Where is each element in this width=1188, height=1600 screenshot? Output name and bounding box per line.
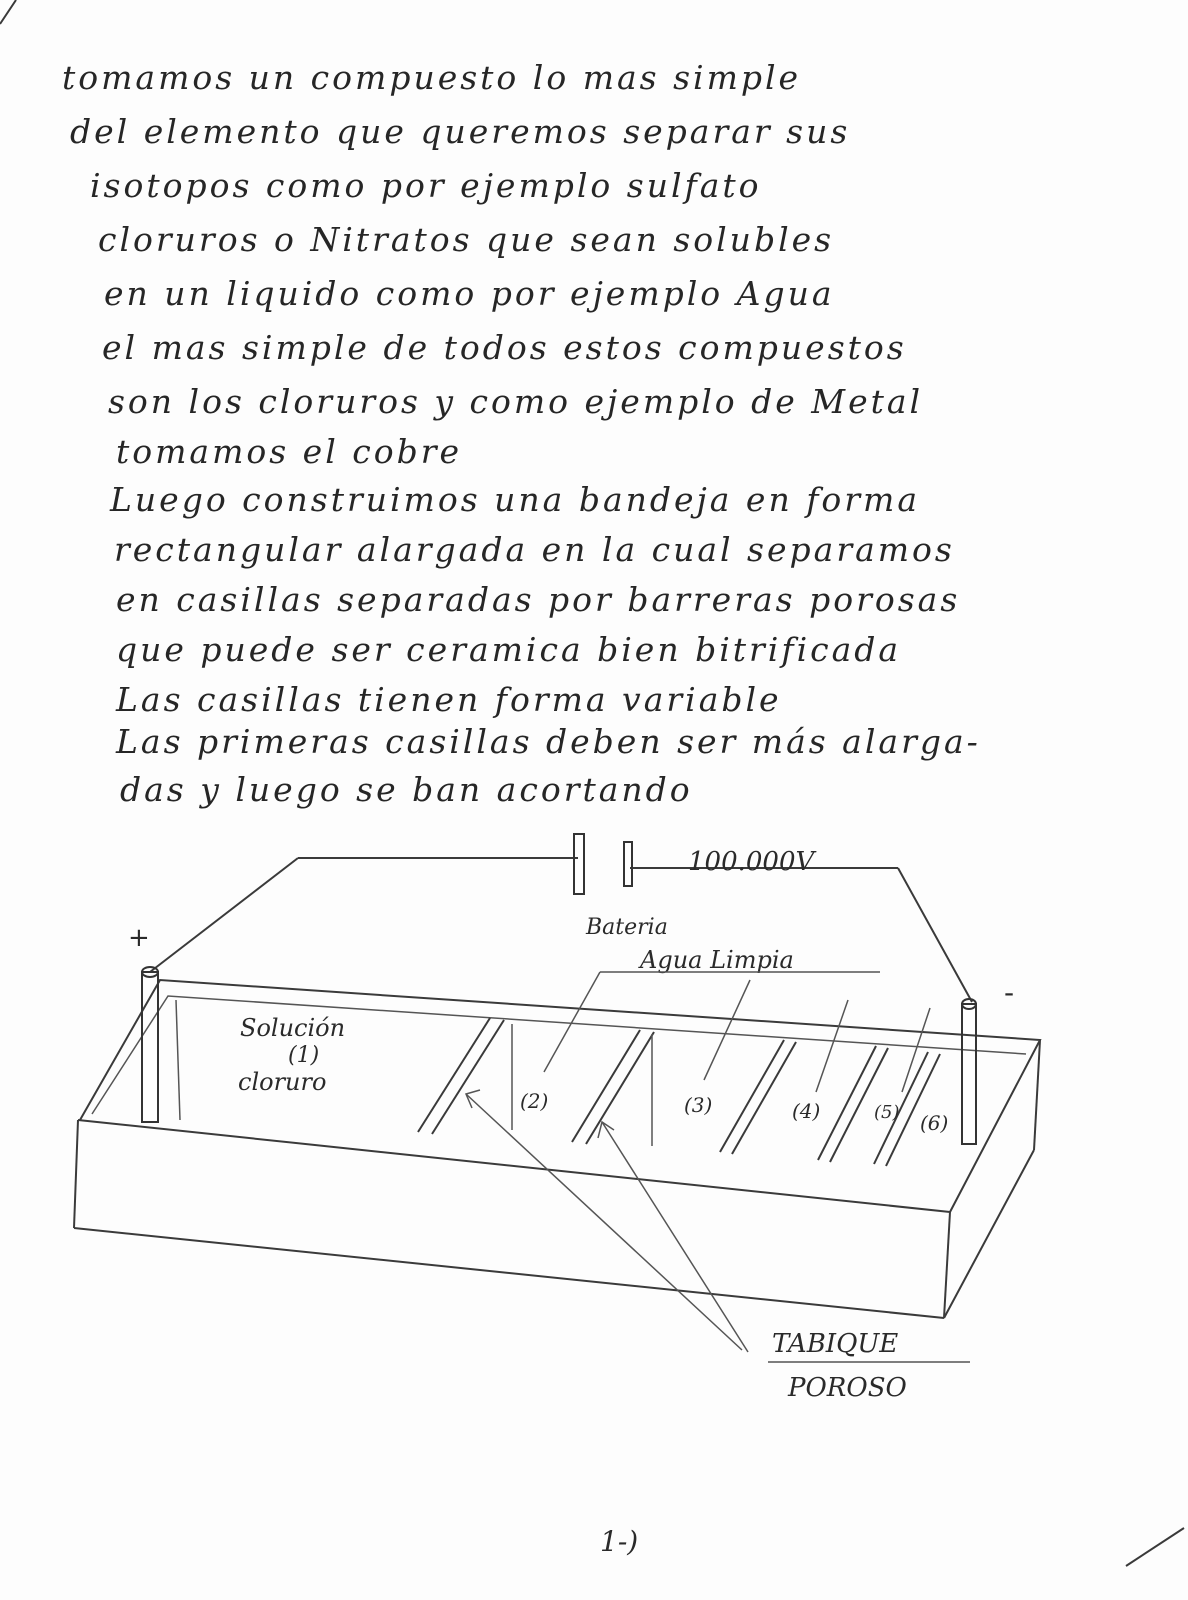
chloride-label: cloruro [238,1068,327,1096]
text-line: son los cloruros y como ejemplo de Metal [108,382,924,421]
cell-label: (6) [920,1111,949,1135]
text-line: que puede ser ceramica bien bitrificada [116,630,902,669]
cell-label: (2) [520,1089,549,1113]
text-line: tomamos el cobre [116,432,463,471]
porous-pointers [466,1090,748,1352]
solution-label: Solución [240,1014,346,1042]
text-line: en un liquido como por ejemplo Agua [104,274,835,313]
cell-label: (5) [874,1102,900,1123]
text-line: Luego construimos una bandeja en forma [110,480,921,519]
cell-label: (3) [684,1093,713,1117]
text-line: rectangular alargada en la cual separamos [114,530,955,569]
solution-number: (1) [288,1043,320,1068]
text-line: cloruros o Nitratos que sean solubles [98,220,835,259]
text-line: del elemento que queremos separar sus [70,112,851,151]
circuit-wires [150,858,972,1002]
text-line: en casillas separadas por barreras porosas [116,580,961,619]
porous-label-1: TABIQUE [772,1329,899,1359]
voltage-label: 100.000V [688,847,815,877]
positive-electrode [142,967,158,1122]
text-line: isotopos como por ejemplo sulfato [90,166,762,205]
text-line: el mas simple de todos estos compuestos [102,328,907,367]
text-line: tomamos un compuesto lo mas simple [62,58,802,97]
porous-label-2: POROSO [788,1373,907,1403]
porous-partitions [418,1018,940,1166]
clean-water-label: Agua Limpia [640,946,794,974]
text-line: Las primeras casillas deben ser más alarga- [116,722,981,761]
text-line: Las casillas tienen forma variable [116,680,782,719]
page-number: 1-) [600,1525,639,1558]
minus-sign: - [1004,976,1015,1009]
clean-water-pointers [544,972,930,1092]
cell-label: (4) [792,1099,821,1123]
text-line: das y luego se ban acortando [120,770,693,809]
negative-electrode [962,999,976,1144]
battery-symbol [574,834,632,894]
plus-sign: + [128,923,150,953]
battery-label: Bateria [586,915,668,940]
